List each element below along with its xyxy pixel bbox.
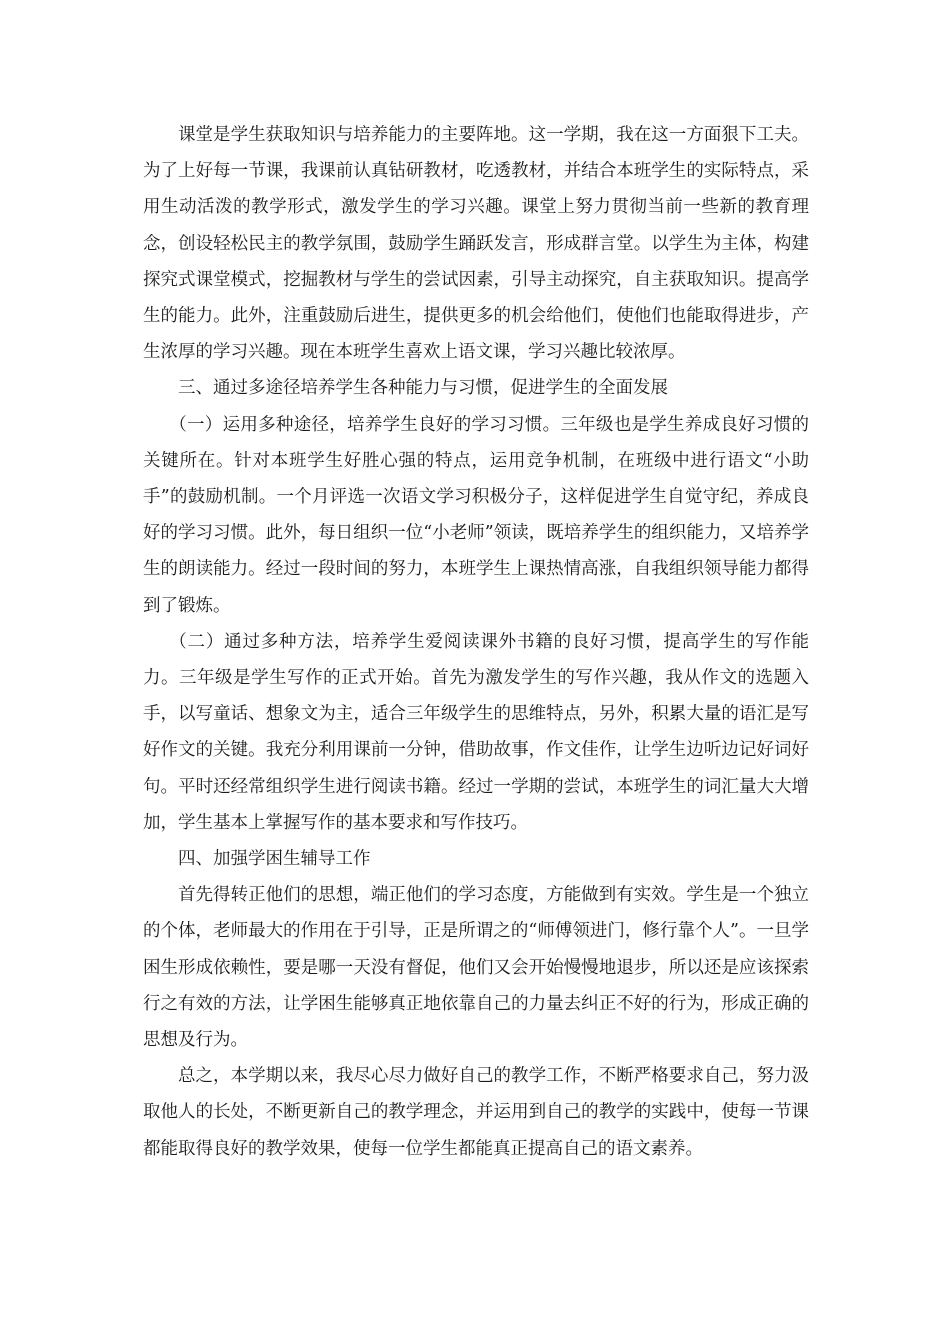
paragraph-subsection-two: （二）通过多种方法，培养学生爱阅读课外书籍的良好习惯，提高学生的写作能力。三年级是学生写作的正式开始。首先为激发学生的写作兴趣，我从作文的选题入手，以写童话、想象文为主，适合三年级学生的思维特点，另外，积累大量的语汇是写好作文的关键。我充分利用课前一分钟，借助故事，作文佳作，让学生边听边记好词好句。平时还经常组织学生进行阅读书籍。经过一学期的尝试，本班学生的词汇量大大增加，学生基本上掌握写作的基本要求和写作技巧。 (143, 631, 809, 833)
document-body (143, 117, 809, 1167)
heading-section-four: 四、加强学困生辅导工作 (178, 849, 371, 870)
paragraph-conclusion: 总之，本学期以来，我尽心尽力做好自己的教学工作，不断严格要求自己，努力汲取他人的长处，不断更新自己的教学理念，并运用到自己的教学的实践中，使每一节课都能取得良好的教学效果，使每一位学生都能真正提高自己的语文素养。 (143, 1066, 809, 1159)
paragraph-struggling-students: 首先得转正他们的思想，端正他们的学习态度，方能做到有实效。学生是一个独立的个体，老师最大的作用在于引导，正是所谓之的“师傅领进门，修行靠个人”。一旦学困生形成依赖性，要是哪一天没有督促，他们又会开始慢慢地退步，所以还是应该探索行之有效的方法，让学困生能够真正地依靠自己的力量去纠正不好的行为，形成正确的思想及行为。 (143, 885, 809, 1051)
paragraph-classroom: 课堂是学生获取知识与培养能力的主要阵地。这一学期，我在这一方面狠下工夫。为了上好每一节课，我课前认真钻研教材，吃透教材，并结合本班学生的实际特点，采用生动活泼的教学形式，激发学生的学习兴趣。课堂上努力贯彻当前一些新的教育理念，创设轻松民主的教学氛围，鼓励学生踊跃发言，形成群言堂。以学生为主体，构建探究式课堂模式，挖掘教材与学生的尝试因素，引导主动探究，自主获取知识。提高学生的能力。此外，注重鼓励后进生，提供更多的机会给他们，使他们也能取得进步，产生浓厚的学习兴趣。现在本班学生喜欢上语文课，学习兴趣比较浓厚。 (143, 125, 809, 363)
paragraph-subsection-one: （一）运用多种途径，培养学生良好的学习习惯。三年级也是学生养成良好习惯的关键所在。针对本班学生好胜心强的特点，运用竞争机制，在班级中进行语文“小助手”的鼓励机制。一个月评选一次语文学习积极分子，这样促进学生自觉守纪，养成良好的学习习惯。此外，每日组织一位“小老师”领读，既培养学生的组织能力，又培养学生的朗读能力。经过一段时间的努力，本班学生上课热情高涨，自我组织领导能力都得到了锻炼。 (143, 414, 809, 616)
heading-section-three: 三、通过多途径培养学生各种能力与习惯，促进学生的全面发展 (178, 378, 668, 399)
